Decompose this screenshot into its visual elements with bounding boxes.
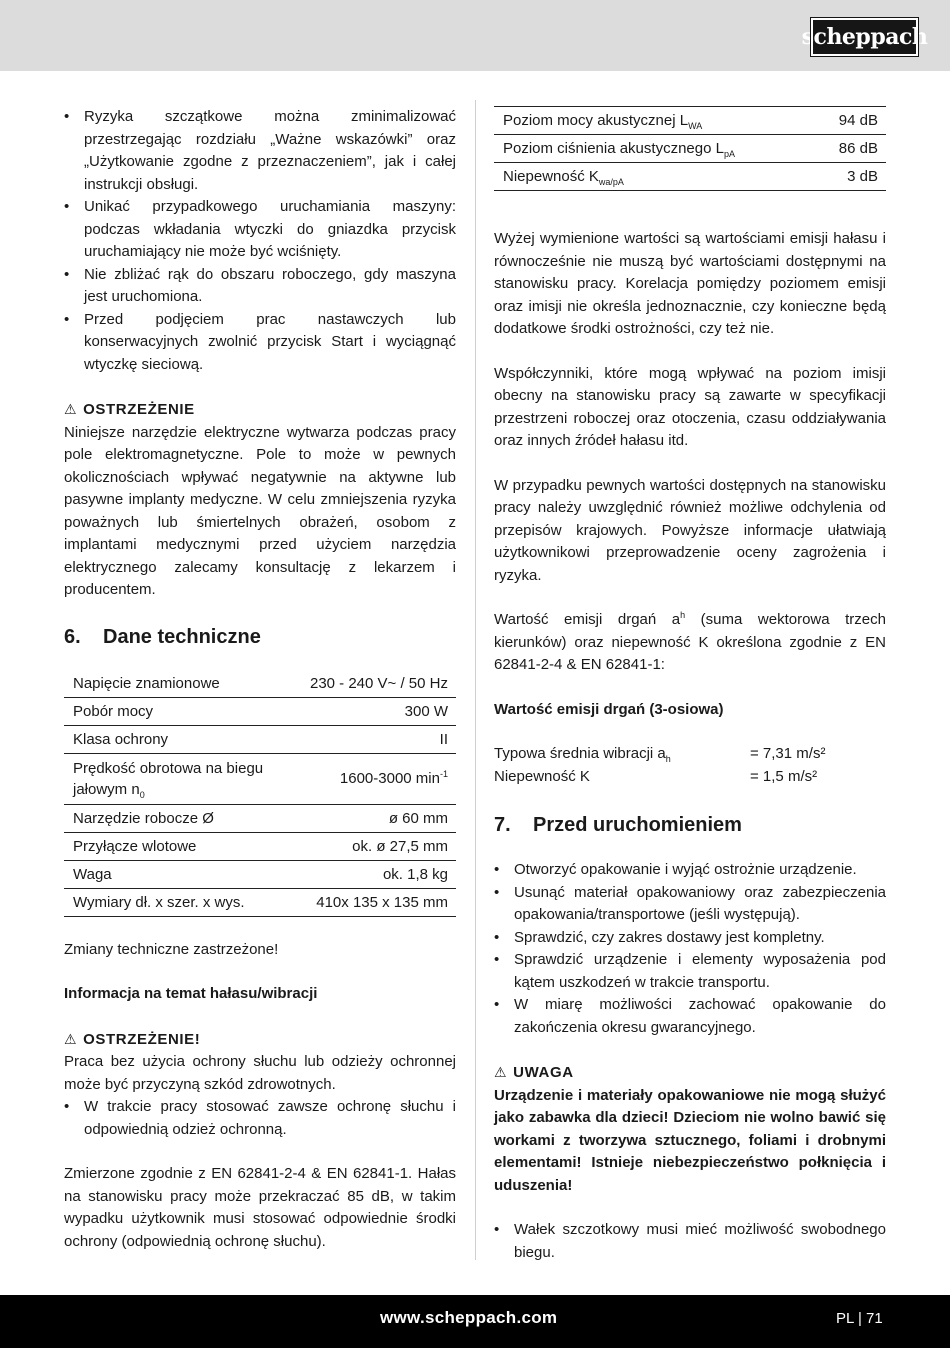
- warning-bullet-list: [64, 1096, 456, 1141]
- spec-value: ø 60 mm: [301, 804, 456, 832]
- spec-table: [64, 670, 456, 917]
- warning-title: OSTRZEŻENIE: [83, 401, 195, 418]
- section-title: Przed uruchomieniem: [533, 814, 742, 836]
- footer-bar: [0, 1295, 950, 1348]
- spec-value: 300 W: [301, 697, 456, 725]
- superscript: h: [680, 610, 686, 620]
- section-heading-6: [64, 624, 456, 650]
- warning-text: Niniejsze narzędzie elektryczne wytwarza podczas pracy pole elektromagnetyczne. Pole to może w pewnych okolicznościach wpływać negatywnie na aktywne lub pasywne implanty medyczne. W celu zmniejszenia ryzyka poważnych lub śmiertelnych obrażeń, osobom z implantami medycznymi przed użyciem narzędzia elektrycznego zalecamy konsultację z lekarzem i producentem.: [64, 423, 456, 598]
- website-link[interactable]: www.scheppach.com: [380, 1308, 558, 1327]
- warning-title: OSTRZEŻENIE!: [83, 1030, 201, 1048]
- list-item: • Otworzyć opakowanie i wyjąć ostrożnie urządzenie.: [494, 859, 886, 882]
- vibration-heading: Wartość emisji drgań (3-osiowa): [494, 700, 724, 718]
- vibration-label: Niepewność K: [494, 767, 590, 785]
- header-bar: [0, 0, 950, 71]
- table-row: [64, 804, 456, 832]
- subscript: pA: [723, 149, 735, 159]
- warning-text: Praca bez użycia ochrony słuchu lub odzieży ochronnej może być przyczyną szkód zdrowotnych.: [64, 1053, 456, 1093]
- section-number: 7.: [494, 814, 511, 836]
- subscript: WA: [688, 121, 703, 131]
- section-number: 6.: [64, 625, 81, 648]
- changes-note: Zmiany techniczne zastrzeżone!: [64, 940, 279, 958]
- vibration-text: (suma wektorowa trzech kierunków) oraz niepewność K określona zgodnie z EN 62841-2-4 & EN 62841-1:: [494, 611, 886, 673]
- vibration-row: [494, 743, 886, 766]
- noise-label-text: Poziom mocy akustycznej L: [503, 112, 689, 129]
- noise-label: [494, 107, 814, 135]
- section-heading-7: [494, 812, 886, 838]
- vibration-row: [494, 766, 886, 789]
- column-divider: [475, 100, 476, 1260]
- list-item: • W trakcie pracy stosować zawsze ochronę słuchu i odpowiednią odzież ochronną.: [64, 1096, 456, 1141]
- vibration-text: Wartość emisji drgań a: [494, 611, 681, 628]
- subscript: 0: [139, 789, 145, 800]
- vibration-label-text: Typowa średnia wibracji a: [494, 745, 666, 762]
- safety-bullet-list: [64, 106, 456, 376]
- table-row: [494, 107, 886, 135]
- spec-label-text: Prędkość obrotowa na biegu jałowym n: [73, 759, 264, 798]
- page-number: PL | 71: [836, 1310, 883, 1327]
- final-bullet-list: [494, 1219, 886, 1264]
- warning-triangle-icon: ⚠: [494, 1064, 508, 1080]
- noise-label: [494, 163, 814, 191]
- warning-heading: [64, 398, 456, 422]
- list-item: • Wałek szczotkowy musi mieć możliwość swobodnego biegu.: [494, 1219, 886, 1264]
- spec-value: 410x 135 x 135 mm: [301, 888, 456, 916]
- warning-triangle-icon: ⚠: [64, 1030, 78, 1047]
- list-item: • Sprawdzić urządzenie i elementy wyposażenia pod kątem uszkodzeń w trakcie transportu.: [494, 949, 886, 994]
- subscript: wa/pA: [598, 177, 624, 187]
- spec-label: Narzędzie robocze Ø: [64, 804, 301, 832]
- spec-label: Waga: [64, 860, 301, 888]
- spec-value: 230 - 240 V~ / 50 Hz: [301, 670, 456, 698]
- spec-value-text: 1600-3000 min: [339, 770, 440, 787]
- caution-text: Urządzenie i materiały opakowaniowe nie mogą służyć jako zabawka dla dzieci! Dzieciom nie wolno bawić się workami z tworzywa sztucznego, foliami i drobnymi elementami! Istnieje niebezpieczeństwo połknięcia i uduszenia!: [494, 1086, 886, 1194]
- table-row: [64, 697, 456, 725]
- superscript: -1: [439, 769, 448, 779]
- table-row: [64, 753, 456, 804]
- spec-label: Napięcie znamionowe: [64, 670, 301, 698]
- subscript: h: [665, 754, 671, 764]
- warning-triangle-icon: ⚠: [64, 401, 78, 417]
- list-item: • Przed podjęciem prac nastawczych lub konserwacyjnych zwolnić przycisk Start i wyciągnąć wtyczkę sieciową.: [64, 309, 456, 377]
- table-row: [494, 135, 886, 163]
- list-item: • Usunąć materiał opakowaniowy oraz zabezpieczenia opakowania/transportowe (jeśli występują).: [494, 882, 886, 927]
- caution-title: UWAGA: [513, 1064, 574, 1081]
- vibration-value: = 1,5 m/s²: [750, 767, 818, 785]
- spec-label: Pobór mocy: [64, 697, 301, 725]
- table-row: [494, 163, 886, 191]
- list-item: • Ryzyka szczątkowe można zminimalizować przestrzegając rozdziału „Ważne wskazówki” oraz „Użytkowanie zgodne z przeznaczeniem”, jak i całej instrukcji obsługi.: [64, 106, 456, 196]
- list-item: • Sprawdzić, czy zakres dostawy jest kompletny.: [494, 927, 886, 950]
- noise-label-text: Poziom ciśnienia akustycznego L: [503, 140, 724, 157]
- vibration-paragraph: [494, 609, 886, 677]
- caution-heading: [494, 1061, 886, 1085]
- section-title: Dane techniczne: [103, 625, 261, 648]
- left-column: [64, 106, 456, 1253]
- noise-value: 3 dB: [814, 163, 886, 191]
- spec-label: Klasa ochrony: [64, 725, 301, 753]
- noise-label-text: Niepewność K: [503, 168, 599, 185]
- table-row: [64, 860, 456, 888]
- noise-paragraph: Wyżej wymienione wartości są wartościami emisji hałasu i równocześnie nie muszą być wartościami dostępnymi na stanowisku pracy. Korelacja pomiędzy poziomem emisji oraz imisji nie określa jednoznacznie, czy konieczne będą dodatkowe środki ostrożności, czy też nie.: [494, 230, 886, 337]
- noise-value: 86 dB: [814, 135, 886, 163]
- table-row: [64, 670, 456, 698]
- noise-label: [494, 135, 814, 163]
- spec-label: [64, 753, 301, 804]
- table-row: [64, 888, 456, 916]
- list-item: • Nie zbliżać rąk do obszaru roboczego, gdy maszyna jest uruchomiona.: [64, 264, 456, 309]
- noise-heading: Informacja na temat hałasu/wibracji: [64, 985, 318, 1002]
- noise-paragraph: Współczynniki, które mogą wpływać na poziom imisji obecny na stanowisku pracy są zawarte w specyfikacji przestrzeni roboczej oraz otoczenia, czasu oddziaływania oraz innych źródeł hałasu itd.: [494, 364, 886, 449]
- vibration-label: [494, 743, 750, 766]
- table-row: [64, 725, 456, 753]
- noise-value: 94 dB: [814, 107, 886, 135]
- noise-paragraph: W przypadku pewnych wartości dostępnych na stanowisku pracy należy uwzględnić również możliwe odchylenia od przepisów krajowych. Powyższe informacje ułatwiają użytkownikowi przeprowadzenie oceny zagrożenia i ryzyka.: [494, 476, 886, 584]
- list-item: • W miarę możliwości zachować opakowanie do zakończenia okresu gwarancyjnego.: [494, 994, 886, 1039]
- warning-heading: [64, 1028, 456, 1052]
- spec-value: ok. 1,8 kg: [301, 860, 456, 888]
- right-column: [494, 106, 886, 1264]
- list-item: • Unikać przypadkowego uruchamiania maszyny: podczas wkładania wtyczki do gniazdka przycisk uruchamiający nie może być wciśnięty.: [64, 196, 456, 264]
- noise-table: [494, 106, 886, 191]
- spec-value: [301, 753, 456, 804]
- spec-label: Przyłącze wlotowe: [64, 832, 301, 860]
- measurement-note: Zmierzone zgodnie z EN 62841-2-4 & EN 62841-1. Hałas na stanowisku pracy może przekraczać 85 dB, w takim wypadku użytkownik musi stosować odpowiednie środki ochrony (odpowiednią ochronę słuchu).: [64, 1165, 456, 1250]
- spec-value: II: [301, 725, 456, 753]
- startup-bullet-list: [494, 859, 886, 1039]
- vibration-value: = 7,31 m/s²: [750, 745, 826, 762]
- spec-value: ok. ø 27,5 mm: [301, 832, 456, 860]
- scheppach-logo: scheppach: [811, 18, 918, 56]
- table-row: [64, 832, 456, 860]
- spec-label: Wymiary dł. x szer. x wys.: [64, 888, 301, 916]
